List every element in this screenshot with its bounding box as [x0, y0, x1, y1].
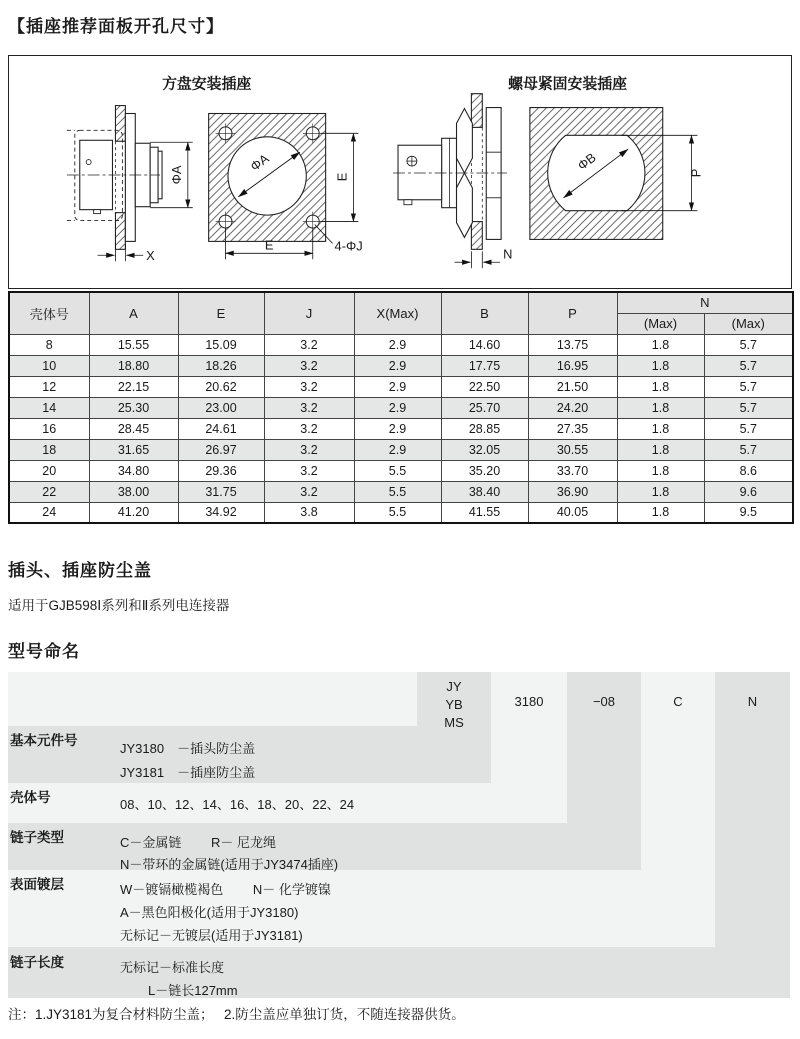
- table-cell: 3.2: [264, 397, 354, 418]
- table-cell: 5.5: [354, 502, 441, 523]
- table-cell: 2.9: [354, 355, 441, 376]
- table-row: [9, 481, 793, 502]
- table-cell: 10: [9, 355, 89, 376]
- code-chain: C: [673, 694, 683, 709]
- n-dimension: [455, 246, 513, 268]
- code-prefix-ms: MS: [444, 715, 464, 730]
- table-cell: 3.2: [264, 481, 354, 502]
- nut-mount-side-view: [393, 94, 507, 250]
- naming-row-label: 表面镀层: [10, 877, 64, 892]
- e-horizontal-label: E: [264, 237, 274, 253]
- table-cell: 5.7: [704, 334, 793, 355]
- col-header-x: X(Max): [354, 292, 441, 334]
- naming-desc: C－金属链 R－ 尼龙绳: [120, 835, 277, 850]
- phiB-label: ΦB: [574, 149, 599, 174]
- table-cell: 31.75: [178, 481, 264, 502]
- naming-desc: L－链长127mm: [148, 983, 238, 998]
- table-row: [9, 355, 793, 376]
- n-dim-label: N: [503, 246, 513, 262]
- table-cell: 18: [9, 439, 89, 460]
- naming-row-label: 链子长度: [10, 955, 64, 970]
- table-cell: 41.55: [441, 502, 528, 523]
- table-cell: 1.8: [617, 355, 704, 376]
- table-cell: 2.9: [354, 334, 441, 355]
- naming-row-label: 壳体号: [10, 790, 51, 805]
- naming-heading: 型号命名: [8, 642, 80, 661]
- col-header-a: A: [89, 292, 178, 334]
- table-cell: 5.7: [704, 418, 793, 439]
- table-cell: 38.00: [89, 481, 178, 502]
- table-row: [9, 502, 793, 523]
- col-header-n: N: [617, 292, 793, 313]
- table-cell: 18.26: [178, 355, 264, 376]
- naming-desc: JY3181 －插座防尘盖: [120, 765, 256, 780]
- table-cell: 5.7: [704, 397, 793, 418]
- table-cell: 41.20: [89, 502, 178, 523]
- code-prefix: [417, 678, 491, 732]
- table-cell: 35.20: [441, 460, 528, 481]
- table-cell: 16.95: [528, 355, 617, 376]
- table-cell: 3.2: [264, 418, 354, 439]
- model-naming-table: [8, 672, 790, 998]
- code-prefix-jy: JY: [446, 679, 462, 694]
- table-row: [9, 460, 793, 481]
- col-header-n-max1: (Max): [617, 313, 704, 334]
- naming-desc: W－镀镉橄榄褐色 N－ 化学镀镍: [120, 882, 331, 897]
- naming-row-label: 基本元件号: [10, 733, 78, 748]
- table-cell: 14.60: [441, 334, 528, 355]
- table-cell: 18.80: [89, 355, 178, 376]
- table-cell: 9.5: [704, 502, 793, 523]
- table-cell: 3.2: [264, 355, 354, 376]
- table-cell: 15.09: [178, 334, 264, 355]
- table-cell: 1.8: [617, 334, 704, 355]
- naming-desc: JY3180 －插头防尘盖: [120, 741, 256, 756]
- table-cell: 9.6: [704, 481, 793, 502]
- table-cell: 24.61: [178, 418, 264, 439]
- table-cell: 5.7: [704, 376, 793, 397]
- col-header-n-max2: (Max): [704, 313, 793, 334]
- naming-desc: 无标记－无镀层(适用于JY3181): [120, 928, 303, 943]
- table-cell: 2.9: [354, 439, 441, 460]
- table-cell: 22.50: [441, 376, 528, 397]
- table-cell: 40.05: [528, 502, 617, 523]
- naming-desc: A－黑色阳极化(适用于JY3180): [120, 905, 299, 920]
- table-cell: 8: [9, 334, 89, 355]
- table-cell: 12: [9, 376, 89, 397]
- table-cell: 21.50: [528, 376, 617, 397]
- col-header-shell: 壳体号: [9, 292, 89, 334]
- table-cell: 34.80: [89, 460, 178, 481]
- code-series: 3180: [514, 694, 544, 709]
- table-cell: 5.7: [704, 355, 793, 376]
- table-cell: 22.15: [89, 376, 178, 397]
- table-cell: 8.6: [704, 460, 793, 481]
- table-cell: 5.7: [704, 439, 793, 460]
- table-cell: 2.9: [354, 397, 441, 418]
- code-prefix-yb: YB: [445, 697, 463, 712]
- technical-drawing-svg: [9, 56, 791, 288]
- flange-mount-side-view: [67, 106, 162, 250]
- table-cell: 28.45: [89, 418, 178, 439]
- table-row: [9, 397, 793, 418]
- table-cell: 24: [9, 502, 89, 523]
- table-cell: 3.8: [264, 502, 354, 523]
- table-cell: 16: [9, 418, 89, 439]
- table-cell: 1.8: [617, 460, 704, 481]
- x-dim-label: X: [146, 248, 155, 264]
- table-cell: 38.40: [441, 481, 528, 502]
- table-cell: 1.8: [617, 376, 704, 397]
- table-cell: 1.8: [617, 418, 704, 439]
- table-cell: 1.8: [617, 502, 704, 523]
- phiA-front-label: ΦA: [247, 150, 272, 175]
- flange-mount-title: 方盘安装插座: [162, 76, 252, 93]
- col-header-j: J: [264, 292, 354, 334]
- page-title: 【插座推荐面板开孔尺寸】: [8, 17, 224, 36]
- p-dim-label: P: [688, 168, 704, 178]
- flange-mount-front-view: [209, 114, 326, 242]
- table-cell: 25.30: [89, 397, 178, 418]
- table-cell: 2.9: [354, 376, 441, 397]
- col-header-e: E: [178, 292, 264, 334]
- table-cell: 3.2: [264, 334, 354, 355]
- col-header-p: P: [528, 292, 617, 334]
- dust-cover-heading: 插头、插座防尘盖: [8, 561, 152, 580]
- table-cell: 22: [9, 481, 89, 502]
- table-row: [9, 418, 793, 439]
- panel-cutout-diagram: [8, 55, 792, 289]
- code-shell: −08: [592, 694, 616, 709]
- table-cell: 1.8: [617, 481, 704, 502]
- e-vertical-label: E: [334, 172, 350, 182]
- table-cell: 20: [9, 460, 89, 481]
- band-top-left: [8, 672, 417, 726]
- table-cell: 27.35: [528, 418, 617, 439]
- table-cell: 26.97: [178, 439, 264, 460]
- table-cell: 32.05: [441, 439, 528, 460]
- naming-desc: 08、10、12、14、16、18、20、22、24: [120, 797, 355, 812]
- code-plating: N: [747, 694, 758, 709]
- table-cell: 31.65: [89, 439, 178, 460]
- table-cell: 1.8: [617, 439, 704, 460]
- hole-callout-label: 4-ΦJ: [334, 238, 363, 254]
- table-cell: 15.55: [89, 334, 178, 355]
- band-row-plating: [8, 870, 715, 947]
- table-cell: 3.2: [264, 460, 354, 481]
- nut-mount-title: 螺母紧固安装插座: [508, 76, 628, 93]
- table-cell: 14: [9, 397, 89, 418]
- table-cell: 20.62: [178, 376, 264, 397]
- table-cell: 24.20: [528, 397, 617, 418]
- table-row: [9, 376, 793, 397]
- phiA-side-label: ΦA: [168, 165, 184, 185]
- table-cell: 33.70: [528, 460, 617, 481]
- table-cell: 34.92: [178, 502, 264, 523]
- table-cell: 30.55: [528, 439, 617, 460]
- table-cell: 17.75: [441, 355, 528, 376]
- e-vertical-dimension: [321, 133, 359, 221]
- dimension-table: [8, 291, 794, 524]
- table-cell: 3.2: [264, 376, 354, 397]
- naming-desc: N－带环的金属链(适用于JY3474插座): [120, 857, 339, 872]
- dust-cover-subtitle: 适用于GJB598Ⅰ系列和Ⅱ系列电连接器: [8, 598, 230, 613]
- naming-row-label: 链子类型: [10, 830, 64, 845]
- naming-desc: 无标记－标准长度: [120, 960, 225, 975]
- col-header-b: B: [441, 292, 528, 334]
- table-cell: 23.00: [178, 397, 264, 418]
- table-row: [9, 334, 793, 355]
- table-cell: 5.5: [354, 481, 441, 502]
- dim-table-body: [9, 334, 793, 523]
- table-cell: 5.5: [354, 460, 441, 481]
- table-cell: 3.2: [264, 439, 354, 460]
- table-cell: 1.8: [617, 397, 704, 418]
- x-dimension: [98, 244, 156, 263]
- table-cell: 28.85: [441, 418, 528, 439]
- table-row: [9, 439, 793, 460]
- footnote: 注：1.JY3181为复合材料防尘盖； 2.防尘盖应单独订货，不随连接器供货。: [8, 1007, 465, 1022]
- table-cell: 2.9: [354, 418, 441, 439]
- table-cell: 29.36: [178, 460, 264, 481]
- table-cell: 25.70: [441, 397, 528, 418]
- table-cell: 13.75: [528, 334, 617, 355]
- table-cell: 36.90: [528, 481, 617, 502]
